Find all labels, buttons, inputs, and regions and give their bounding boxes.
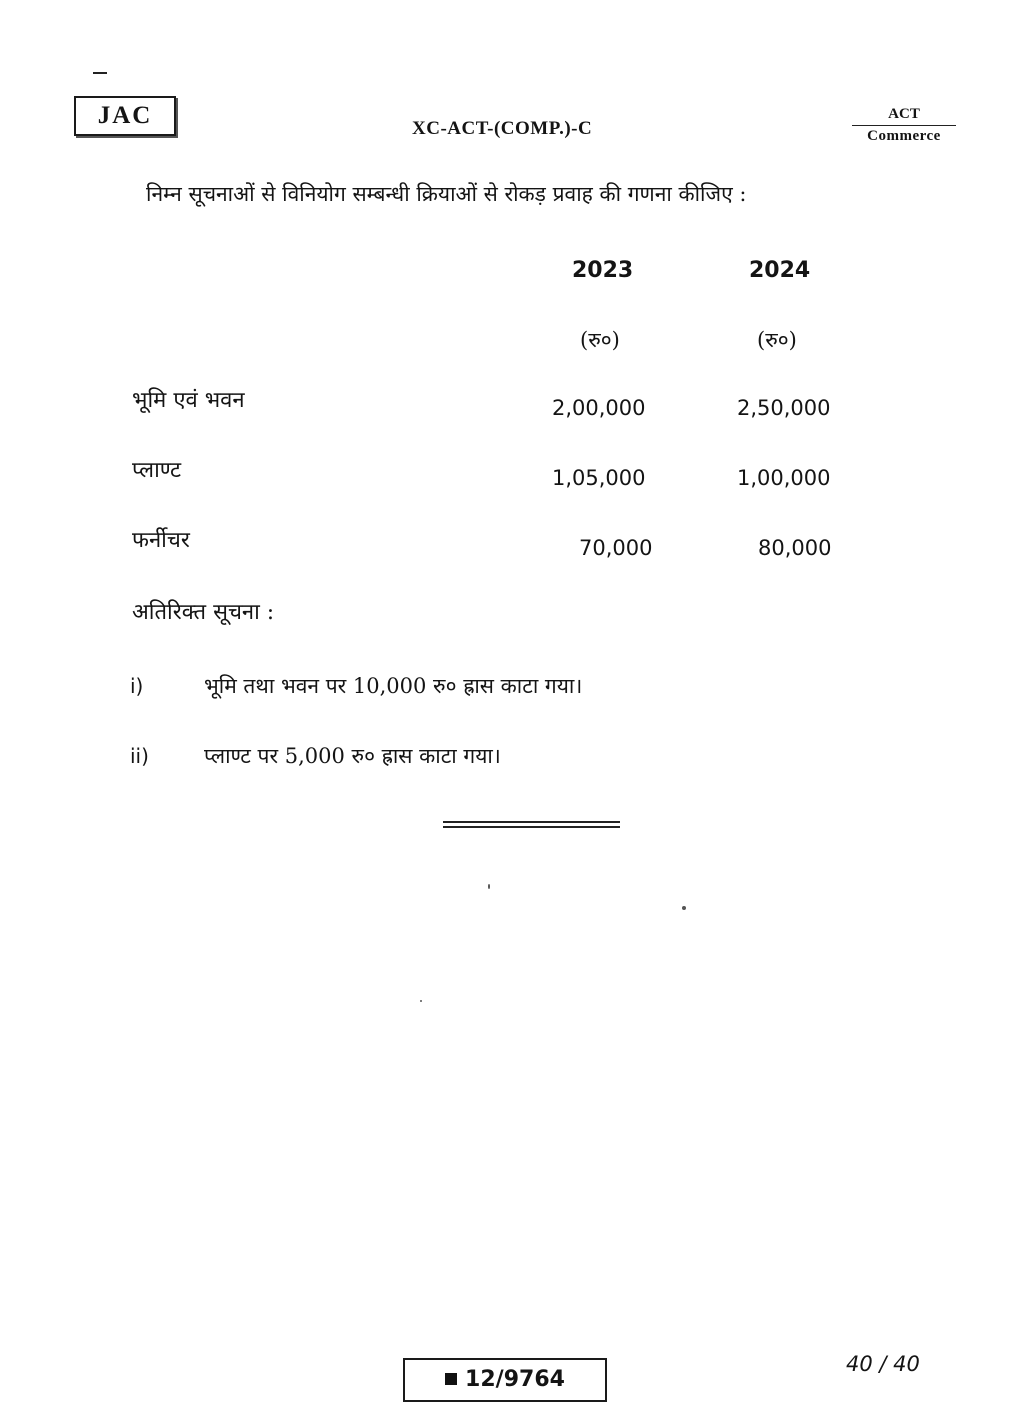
- end-rule-bottom: [443, 826, 620, 828]
- scan-speck: [488, 884, 490, 889]
- value-furniture-2023: 70,000: [579, 536, 653, 560]
- paper-code: XC-ACT-(COMP.)-C: [412, 118, 593, 139]
- serial-box: [403, 1358, 607, 1402]
- question-text: निम्न सूचनाओं से विनियोग सम्बन्धी क्रियाओं से रोकड़ प्रवाह की गणना कीजिए :: [146, 182, 747, 206]
- unit-2024: (रु०): [757, 328, 797, 352]
- row-label-plant: प्लाण्ट: [132, 458, 182, 483]
- subject-short: ACT: [852, 106, 956, 126]
- value-land-2024: 2,50,000: [737, 396, 831, 420]
- stream-name: Commerce: [867, 128, 941, 144]
- subject-label: [852, 106, 956, 145]
- board-label: JAC: [74, 96, 176, 136]
- value-land-2023: 2,00,000: [552, 396, 646, 420]
- note-text-1: भूमि तथा भवन पर 10,000 रु० ह्रास काटा गया।: [204, 674, 583, 698]
- value-plant-2023: 1,05,000: [552, 466, 646, 490]
- square-icon: [445, 1373, 457, 1385]
- page-number: 40 / 40: [846, 1352, 920, 1376]
- year-header-2023: 2023: [572, 258, 634, 283]
- serial-number: 12/9764: [465, 1367, 565, 1392]
- row-label-land-building: भूमि एवं भवन: [132, 388, 245, 413]
- additional-info-heading: अतिरिक्त सूचना :: [132, 600, 275, 625]
- value-plant-2024: 1,00,000: [737, 466, 831, 490]
- note-number-1: i): [130, 674, 144, 698]
- value-furniture-2024: 80,000: [758, 536, 832, 560]
- note-number-2: ii): [130, 744, 149, 768]
- unit-2023: (रु०): [580, 328, 620, 352]
- end-rule-top: [443, 821, 620, 823]
- note-text-2: प्लाण्ट पर 5,000 रु० ह्रास काटा गया।: [204, 744, 501, 768]
- header-dash: [93, 72, 107, 74]
- scan-speck: [420, 1000, 422, 1002]
- scan-speck: [682, 906, 686, 910]
- year-header-2024: 2024: [749, 258, 811, 283]
- row-label-furniture: फर्नीचर: [132, 528, 190, 553]
